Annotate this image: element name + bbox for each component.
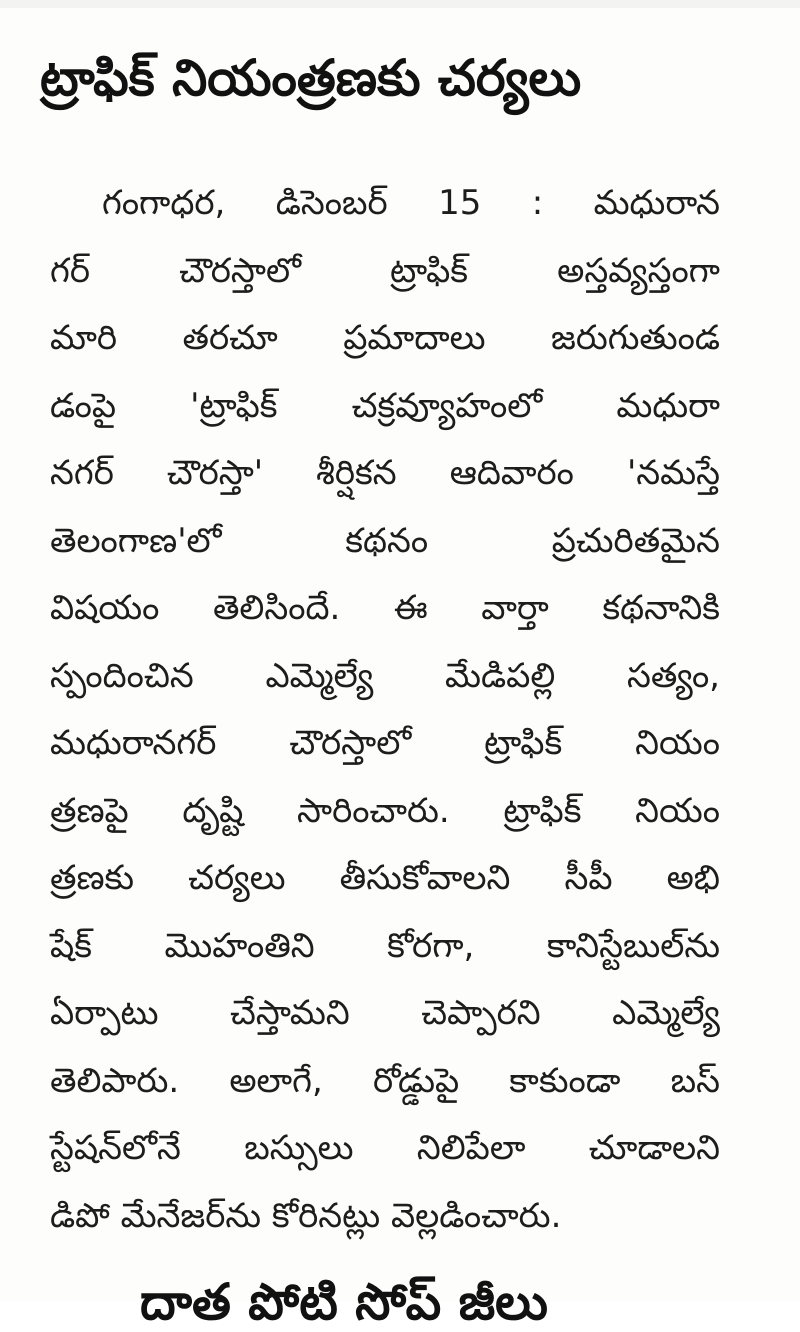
next-article-headline-fragment — [140, 1270, 620, 1331]
article-body — [50, 170, 720, 1250]
article-line-12: షేక్ మొహంతిని కోరగా, కానిస్టేబుల్‌ను — [50, 925, 720, 966]
next-article-headline-text: దాత పోటి సోప్ జీలు — [140, 1273, 548, 1331]
article-line-2: గర్ చౌరస్తాలో ట్రాఫిక్ అస్తవ్యస్తంగా — [50, 250, 720, 291]
article-line-1: గంగాధర, డిసెంబర్ 15 : మధురాన — [102, 183, 720, 223]
article-line-9: మధురానగర్ చౌరస్తాలో ట్రాఫిక్ నియం — [50, 723, 720, 763]
article-headline: ట్రాఫిక్ నియంత్రణకు చర్యలు — [40, 49, 582, 107]
article-line-5: నగర్ చౌరస్తా' శీర్షికన ఆదివారం 'నమస్తే — [50, 453, 720, 493]
article-line-10: త్రణపై దృష్టి సారించారు. ట్రాఫిక్ నియం — [50, 790, 720, 831]
article-line-4: డంపై 'ట్రాఫిక్ చక్రవ్యూహంలో మధురా — [50, 385, 720, 426]
top-edge — [0, 0, 800, 8]
article-line-13: ఏర్పాటు చేస్తామని చెప్పారని ఎమ్మెల్యే — [50, 993, 720, 1033]
article-line-11: త్రణకు చర్యలు తీసుకోవాలని సీపీ అభి — [50, 858, 720, 898]
article-line-14: తెలిపారు. అలాగే, రోడ్డుపై కాకుండా బస్ — [50, 1060, 720, 1101]
article-line-8: స్పందించిన ఎమ్మెల్యే మేడిపల్లి సత్యం, — [50, 655, 720, 696]
article-line-16: డిపో మేనేజర్‌ను కోరినట్లు వెల్లడించారు. — [50, 1195, 562, 1236]
article-line-15: స్టేషన్‌లోనే బస్సులు నిలిపేలా చూడాలని — [50, 1128, 720, 1168]
article-line-6: తెలంగాణ'లో కథనం ప్రచురితమైన — [50, 520, 720, 561]
article-line-3: మారి తరచూ ప్రమాదాలు జరుగుతుండ — [50, 318, 720, 358]
article-line-7: విషయం తెలిసిందే. ఈ వార్తా కథనానికి — [50, 588, 720, 628]
